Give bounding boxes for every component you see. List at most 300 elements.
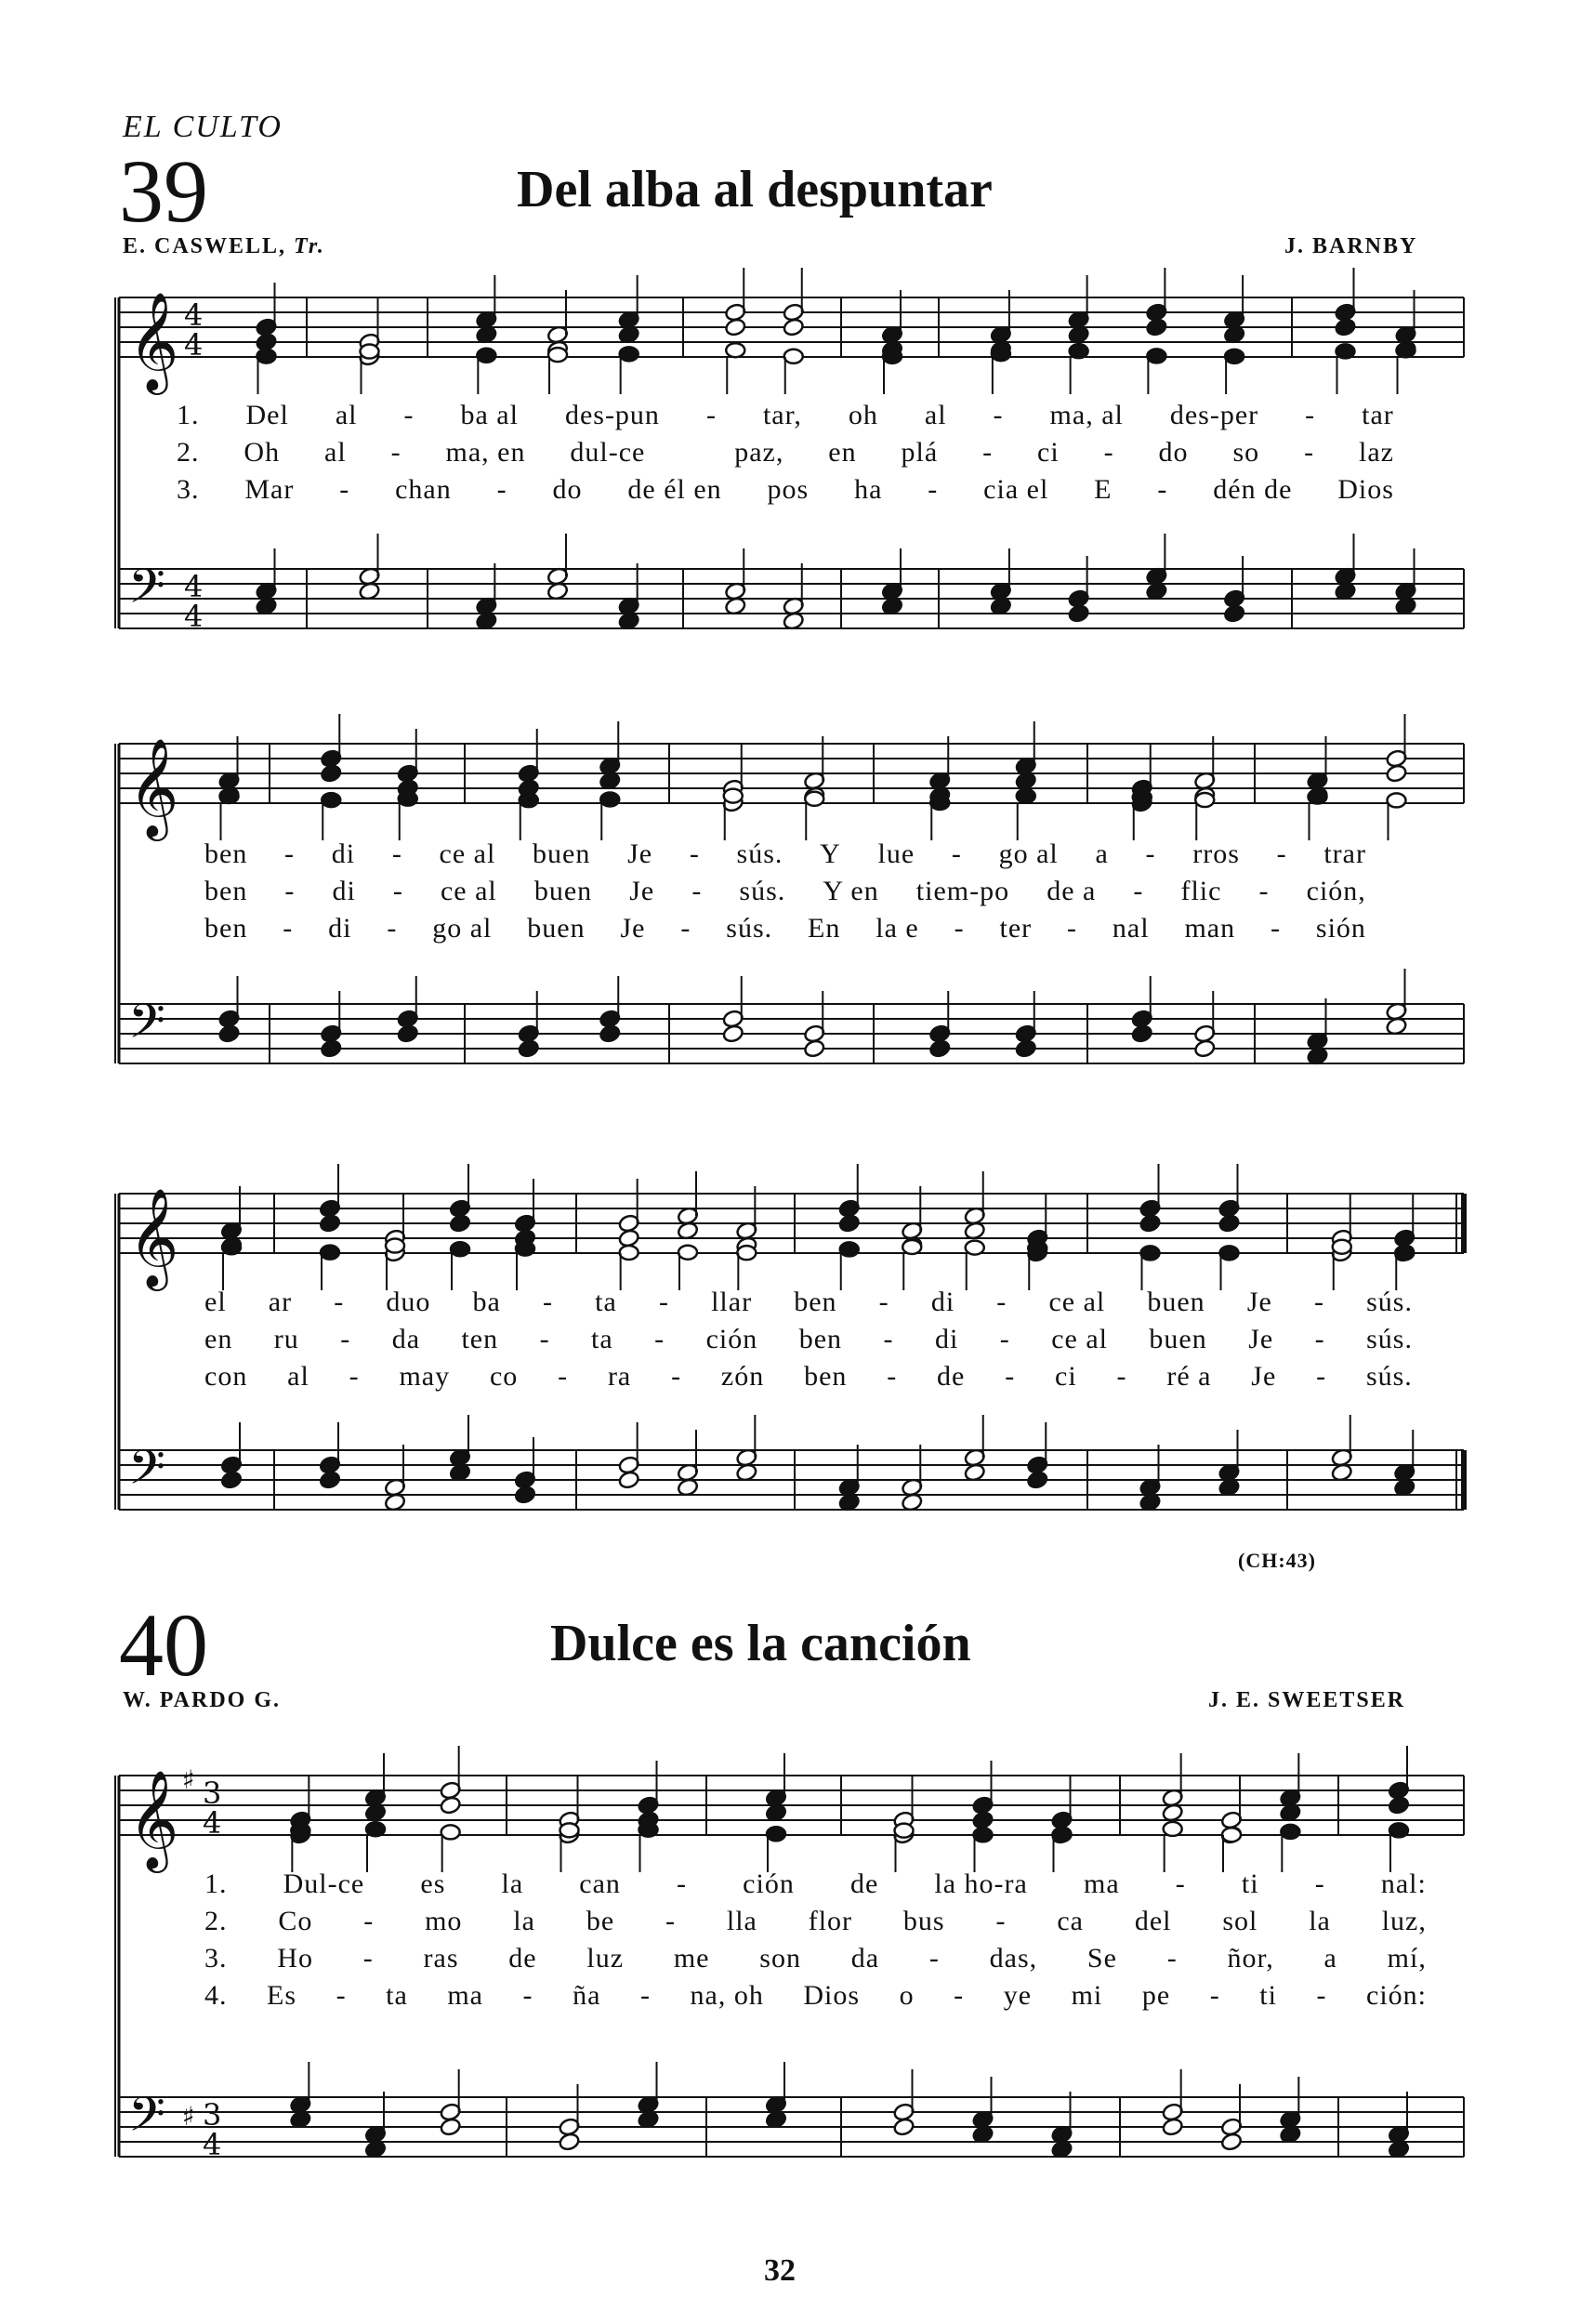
lyric-hyphen: -	[363, 1906, 375, 1936]
lyric-syllable: ba al	[460, 400, 519, 430]
section-label: EL CULTO	[123, 110, 283, 144]
lyric-syllable: ben	[204, 838, 248, 869]
lyric-syllable: trar	[1323, 838, 1366, 869]
lyric-syllable: das,	[989, 1943, 1038, 1974]
lyric-hyphen: -	[1316, 1980, 1327, 2011]
lyric-hyphen: -	[993, 400, 1004, 430]
lyric-syllable: es	[420, 1868, 446, 1899]
notehead	[222, 1240, 241, 1254]
lyric-syllable: ción:	[1366, 1980, 1427, 2011]
lyric-hyphen: -	[1276, 838, 1287, 869]
lyric-syllable: ta	[595, 1287, 617, 1317]
lyric-syllable: da	[391, 1324, 421, 1354]
lyric-syllable: sús.	[726, 913, 773, 944]
lyric-syllable: Je	[620, 913, 646, 944]
notehead	[1397, 343, 1415, 357]
lyric-syllable: be	[586, 1906, 615, 1936]
lyric-syllable: de	[508, 1943, 537, 1974]
lyric-syllable: la e	[876, 913, 919, 944]
notehead	[783, 318, 805, 337]
notehead	[737, 1246, 756, 1260]
lyric-hyphen: -	[284, 838, 296, 869]
lyric-syllable: ción	[743, 1868, 795, 1899]
notehead	[1388, 793, 1406, 807]
lyric-syllable: la	[501, 1868, 524, 1899]
lyric-syllable: ye	[1003, 1980, 1033, 2011]
lyric-hyphen: -	[671, 1361, 682, 1392]
lyric-syllable: al	[924, 400, 947, 430]
lyric-syllable: ben	[794, 1287, 837, 1317]
lyric-syllable: ci	[1037, 437, 1060, 468]
lyric-hyphen: -	[339, 474, 350, 505]
lyric-syllable: de él en	[627, 474, 722, 505]
lyric-hyphen: -	[639, 1980, 651, 2011]
hymn-title: Dulce es la canción	[550, 1615, 971, 1672]
lyric-syllable: tiem-po	[915, 876, 1010, 906]
lyric-syllable: di	[930, 1287, 955, 1317]
bass-clef: 𝄢	[128, 558, 165, 626]
lyric-hyphen: -	[334, 1287, 345, 1317]
notehead	[451, 1242, 469, 1256]
lyric-syllable: Ho	[277, 1943, 313, 1974]
notehead	[366, 1822, 385, 1836]
lyric-syllable: ma	[447, 1980, 483, 2011]
lyric-syllable: di	[332, 876, 356, 906]
lyric-syllable: 4.	[204, 1980, 228, 2011]
lyric-syllable: 3.	[204, 1943, 228, 1974]
lyric-syllable: ras	[423, 1943, 459, 1974]
lyric-hyphen: -	[887, 1361, 898, 1392]
bass-clef: 𝄢	[128, 2086, 165, 2154]
lyric-syllable: da	[850, 1943, 880, 1974]
lyric-hyphen: -	[1314, 1868, 1325, 1899]
lyric-syllable: chan	[395, 474, 452, 505]
notehead	[1193, 1039, 1216, 1059]
notehead	[620, 347, 639, 361]
lyric-syllable: lla	[726, 1906, 757, 1936]
lyric-syllable: 1.	[177, 400, 200, 430]
lyric-syllable: mí,	[1387, 1943, 1427, 1974]
notehead	[440, 2118, 462, 2137]
lyric-hyphen: -	[680, 913, 691, 944]
lyric-syllable: go al	[998, 838, 1059, 869]
lyric-hyphen: -	[1316, 1361, 1327, 1392]
hymn-number: 39	[119, 141, 208, 241]
lyric-syllable: ta	[386, 1980, 408, 2011]
lyric-syllable: Je	[629, 876, 655, 906]
lyric-hyphen: -	[878, 1287, 889, 1317]
lyric-syllable: flic	[1180, 876, 1222, 906]
lyric-hyphen: -	[1157, 474, 1168, 505]
lyric-hyphen: -	[982, 437, 994, 468]
lyric-syllable: Je	[1246, 1287, 1272, 1317]
notehead	[477, 349, 495, 363]
lyric-hyphen: -	[996, 1287, 1007, 1317]
notehead	[1070, 344, 1088, 358]
notehead	[1139, 1214, 1162, 1234]
lyric-syllable: laz	[1358, 437, 1394, 468]
lyric-syllable: so	[1232, 437, 1260, 468]
lyric-hyphen: -	[391, 838, 402, 869]
lyric-syllable: ta	[591, 1324, 613, 1354]
lyric-syllable: bus	[902, 1906, 945, 1936]
lyric-hyphen: -	[390, 437, 402, 468]
notehead	[639, 1823, 658, 1837]
notehead	[1162, 2118, 1184, 2137]
lyric-hyphen: -	[392, 876, 403, 906]
lyric-syllable: flor	[808, 1906, 853, 1936]
notehead	[784, 350, 803, 363]
lyric-syllable: al	[335, 400, 358, 430]
lyric-hyphen: -	[1005, 1361, 1016, 1392]
notehead	[902, 1240, 921, 1254]
author-role: Tr.	[294, 234, 325, 258]
notehead	[361, 345, 379, 359]
treble-clef: 𝄞	[128, 737, 179, 837]
lyric-syllable: Y	[820, 838, 841, 869]
notehead	[1017, 789, 1035, 803]
notehead	[1225, 350, 1244, 363]
notehead	[441, 1825, 460, 1839]
lyric-syllable: plá	[901, 437, 939, 468]
notehead	[722, 1024, 744, 1044]
lyric-syllable: cia el	[983, 474, 1049, 505]
time-signature: 3	[203, 2097, 222, 2133]
lyric-syllable: oh	[848, 400, 878, 430]
notehead	[838, 1214, 861, 1234]
lyric-hyphen: -	[349, 1361, 360, 1392]
lyric-hyphen: -	[496, 474, 507, 505]
lyric-syllable: ce al	[440, 876, 497, 906]
lyric-syllable: al	[324, 437, 347, 468]
lyric-syllable: duo	[386, 1287, 431, 1317]
lyric-syllable: buen	[527, 913, 586, 944]
lyric-syllable: 2.	[204, 1906, 228, 1936]
notehead	[1220, 2133, 1243, 2152]
notehead	[974, 1828, 993, 1842]
notehead	[320, 1039, 342, 1059]
lyric-hyphen: -	[1067, 913, 1078, 944]
lyric-syllable: di	[934, 1324, 959, 1354]
lyric-syllable: sús.	[1366, 1324, 1413, 1354]
lyric-hyphen: -	[1313, 1287, 1324, 1317]
notehead	[1026, 1471, 1048, 1490]
notehead	[397, 1024, 419, 1044]
lyric-syllable: des-pun	[564, 400, 660, 430]
lyric-hyphen: -	[665, 1906, 676, 1936]
time-signature: 3	[203, 1776, 222, 1811]
lyric-hyphen: -	[283, 913, 294, 944]
lyric-syllable: ra	[607, 1361, 632, 1392]
lyric-syllable: Oh	[244, 437, 281, 468]
notehead	[724, 318, 746, 337]
lyric-hyphen: -	[1258, 876, 1270, 906]
lyric-syllable: mi	[1071, 1980, 1103, 2011]
lyric-syllable: ce al	[1051, 1324, 1108, 1354]
notehead	[1223, 604, 1245, 624]
notehead	[322, 793, 340, 807]
lyric-syllable: con	[204, 1361, 248, 1392]
lyric-hyphen: -	[658, 1287, 669, 1317]
notehead	[1131, 1024, 1153, 1044]
notehead	[724, 789, 743, 803]
lyric-syllable: ré a	[1166, 1361, 1212, 1392]
lyric-syllable: ca	[1057, 1906, 1084, 1936]
notehead	[893, 2118, 915, 2137]
lyric-syllable: Je	[627, 838, 653, 869]
lyric-syllable: o	[899, 1980, 915, 2011]
lyric-syllable: zón	[720, 1361, 765, 1392]
notehead	[399, 792, 417, 806]
notehead	[1133, 790, 1152, 804]
lyric-syllable: des-per	[1169, 400, 1259, 430]
lyric-syllable: el	[204, 1287, 227, 1317]
notehead	[1145, 318, 1167, 337]
lyric-syllable: en	[828, 437, 857, 468]
lyric-syllable: 1.	[204, 1868, 228, 1899]
lyric-hyphen: -	[336, 1980, 347, 2011]
treble-clef: 𝄞	[128, 291, 179, 390]
lyric-syllable: Je	[1251, 1361, 1277, 1392]
lyric-syllable: ten	[461, 1324, 499, 1354]
lyric-syllable: En	[808, 913, 841, 944]
lyric-syllable: la	[1309, 1906, 1331, 1936]
notehead	[518, 1039, 540, 1059]
lyric-syllable: ben	[798, 1324, 843, 1354]
notehead	[1068, 604, 1090, 624]
notehead	[449, 1214, 471, 1234]
lyric-hyphen: -	[539, 1324, 550, 1354]
lyric-syllable: me	[673, 1943, 710, 1974]
lyric-syllable: man	[1184, 913, 1236, 944]
lyric-syllable: llar	[711, 1287, 753, 1317]
notehead	[883, 350, 902, 363]
lyric-syllable: luz	[586, 1943, 625, 1974]
lyric-syllable: paz,	[734, 437, 784, 468]
lyric-syllable: dul-ce	[570, 437, 646, 468]
notehead	[1333, 1240, 1351, 1254]
lyric-syllable: ce al	[439, 838, 496, 869]
lyric-syllable: Es	[267, 1980, 297, 2011]
lyric-syllable: ti	[1241, 1868, 1259, 1899]
lyric-syllable: nal	[1112, 913, 1150, 944]
lyric-syllable: ti	[1259, 1980, 1277, 2011]
lyric-hyphen: -	[1116, 1361, 1127, 1392]
lyric-hyphen: -	[1103, 437, 1114, 468]
lyric-syllable: Mar	[244, 474, 295, 505]
lyric-syllable: 2.	[177, 437, 200, 468]
lyric-syllable: sús.	[1365, 1361, 1413, 1392]
notehead	[1164, 1822, 1182, 1836]
lyric-syllable: la ho-ra	[934, 1868, 1028, 1899]
notehead	[320, 764, 342, 784]
time-signature: 4	[203, 1805, 222, 1841]
notehead	[218, 1024, 241, 1044]
notehead	[440, 1796, 462, 1816]
lyric-syllable: buen	[533, 838, 591, 869]
notehead	[319, 1214, 341, 1234]
notehead	[618, 1471, 640, 1490]
lyric-syllable: sús.	[736, 838, 783, 869]
key-signature-sharp: ♯	[182, 1764, 195, 1795]
lyric-syllable: ben	[204, 876, 248, 906]
lyric-syllable: tar	[1362, 400, 1394, 430]
lyric-syllable: Co	[278, 1906, 313, 1936]
notehead	[992, 347, 1010, 361]
lyric-syllable: buen	[1147, 1287, 1205, 1317]
lyric-syllable: Dios	[1337, 474, 1394, 505]
lyric-syllable: ción	[705, 1324, 758, 1354]
notehead	[1395, 1246, 1414, 1260]
lyric-hyphen: -	[677, 1868, 688, 1899]
time-signature: 4	[184, 297, 204, 333]
notehead	[930, 796, 949, 810]
lyric-syllable: pos	[767, 474, 810, 505]
lyric-syllable: Dios	[803, 1980, 861, 2011]
treble-clef: 𝄞	[128, 1769, 179, 1868]
lyric-hyphen: -	[954, 913, 965, 944]
notehead	[840, 1242, 859, 1256]
notehead	[726, 343, 744, 357]
lyric-syllable: ción,	[1306, 876, 1366, 906]
notehead	[928, 1039, 951, 1059]
lyric-syllable: son	[759, 1943, 801, 1974]
lyric-syllable: ar	[268, 1287, 293, 1317]
hymn-composer: J. BARNBY	[1284, 234, 1418, 258]
lyric-hyphen: -	[995, 1906, 1007, 1936]
lyric-syllable: lue	[877, 838, 915, 869]
lyric-syllable: 3.	[177, 474, 200, 505]
lyric-syllable: a	[1095, 838, 1109, 869]
lyric-hyphen: -	[928, 474, 939, 505]
lyric-hyphen: -	[1133, 876, 1144, 906]
lyric-syllable: do	[552, 474, 583, 505]
lyric-hyphen: -	[1175, 1868, 1186, 1899]
notehead	[291, 1824, 309, 1838]
notehead	[805, 792, 823, 806]
notehead	[319, 1471, 341, 1490]
lyric-hyphen: -	[951, 838, 962, 869]
lyric-hyphen: -	[1305, 400, 1316, 430]
bass-clef: 𝄢	[128, 1439, 165, 1507]
lyric-syllable: mo	[425, 1906, 463, 1936]
notehead	[966, 1241, 984, 1255]
notehead	[1218, 1214, 1241, 1234]
notehead	[520, 793, 538, 807]
lyric-syllable: rros	[1192, 838, 1240, 869]
lyric-hyphen: -	[403, 400, 415, 430]
notehead	[767, 1827, 785, 1841]
notehead	[386, 1239, 404, 1253]
lyric-syllable: del	[1134, 1906, 1172, 1936]
notehead	[1147, 349, 1165, 363]
time-signature: 4	[184, 327, 204, 363]
lyric-syllable: ha	[854, 474, 883, 505]
notehead	[1335, 318, 1357, 337]
lyric-syllable: ñor,	[1227, 1943, 1274, 1974]
lyric-hyphen: -	[284, 876, 296, 906]
lyric-syllable: Del	[245, 400, 289, 430]
lyric-syllable: a	[1323, 1943, 1337, 1974]
hymn-number: 40	[119, 1595, 208, 1695]
lyric-hyphen: -	[999, 1324, 1010, 1354]
notehead	[1222, 1828, 1241, 1842]
lyric-syllable: di	[331, 838, 356, 869]
notehead	[560, 1823, 579, 1837]
notehead	[220, 1471, 243, 1490]
notehead	[895, 1824, 914, 1838]
lyric-syllable: al	[287, 1361, 309, 1392]
lyric-hyphen: -	[1166, 1943, 1178, 1974]
lyric-syllable: la	[513, 1906, 535, 1936]
lyric-hyphen: -	[1145, 838, 1156, 869]
lyric-syllable: ci	[1055, 1361, 1077, 1392]
time-signature: 4	[184, 599, 204, 634]
notehead	[321, 1246, 339, 1260]
lyric-syllable: Dul-ce	[283, 1868, 365, 1899]
lyric-syllable: pe	[1141, 1980, 1171, 2011]
author-name: E. CASWELL,	[123, 234, 287, 258]
notehead	[514, 1486, 536, 1505]
notehead	[1389, 1823, 1408, 1837]
lyric-hyphen: -	[691, 876, 703, 906]
notehead	[1028, 1241, 1047, 1255]
lyric-syllable: may	[399, 1361, 451, 1392]
lyric-syllable: na, oh	[690, 1980, 764, 2011]
lyric-syllable: tar,	[762, 400, 802, 430]
lyric-syllable: sús.	[739, 876, 786, 906]
lyric-syllable: di	[328, 913, 352, 944]
notehead	[1281, 1825, 1299, 1839]
lyric-syllable: sión	[1315, 913, 1366, 944]
lyric-syllable: E	[1094, 474, 1113, 505]
lyric-syllable: Y en	[823, 876, 879, 906]
notehead	[599, 1024, 621, 1044]
lyric-syllable: ma	[1083, 1868, 1120, 1899]
lyric-syllable: buen	[1149, 1324, 1207, 1354]
lyric-syllable: ña	[573, 1980, 601, 2011]
notehead	[548, 348, 567, 362]
hymn-title: Del alba al despuntar	[517, 161, 993, 218]
notehead	[1053, 1828, 1072, 1842]
lyric-syllable: de	[937, 1361, 966, 1392]
notehead	[678, 1246, 697, 1260]
lyric-syllable: sol	[1222, 1906, 1258, 1936]
lyric-syllable: de a	[1047, 876, 1097, 906]
lyric-syllable: Je	[1248, 1324, 1274, 1354]
notehead	[1220, 1246, 1239, 1260]
lyric-syllable: ce al	[1048, 1287, 1106, 1317]
notehead	[620, 1246, 639, 1260]
lyric-syllable: go al	[432, 913, 493, 944]
lyric-syllable: luz,	[1381, 1906, 1427, 1936]
notehead	[516, 1242, 534, 1256]
lyric-hyphen: -	[689, 838, 700, 869]
lyric-hyphen: -	[954, 1980, 965, 2011]
lyric-syllable: buen	[533, 876, 593, 906]
lyric-hyphen: -	[1209, 1980, 1220, 2011]
lyric-syllable: can	[579, 1868, 621, 1899]
time-signature: 4	[203, 2127, 222, 2162]
notehead	[1015, 1039, 1037, 1059]
lyric-hyphen: -	[387, 913, 398, 944]
lyric-hyphen: -	[705, 400, 717, 430]
treble-clef: 𝄞	[128, 1187, 179, 1287]
lyric-syllable: nal:	[1380, 1868, 1427, 1899]
notehead	[1309, 790, 1327, 804]
lyric-hyphen: -	[340, 1324, 351, 1354]
lyric-hyphen: -	[543, 1287, 553, 1317]
